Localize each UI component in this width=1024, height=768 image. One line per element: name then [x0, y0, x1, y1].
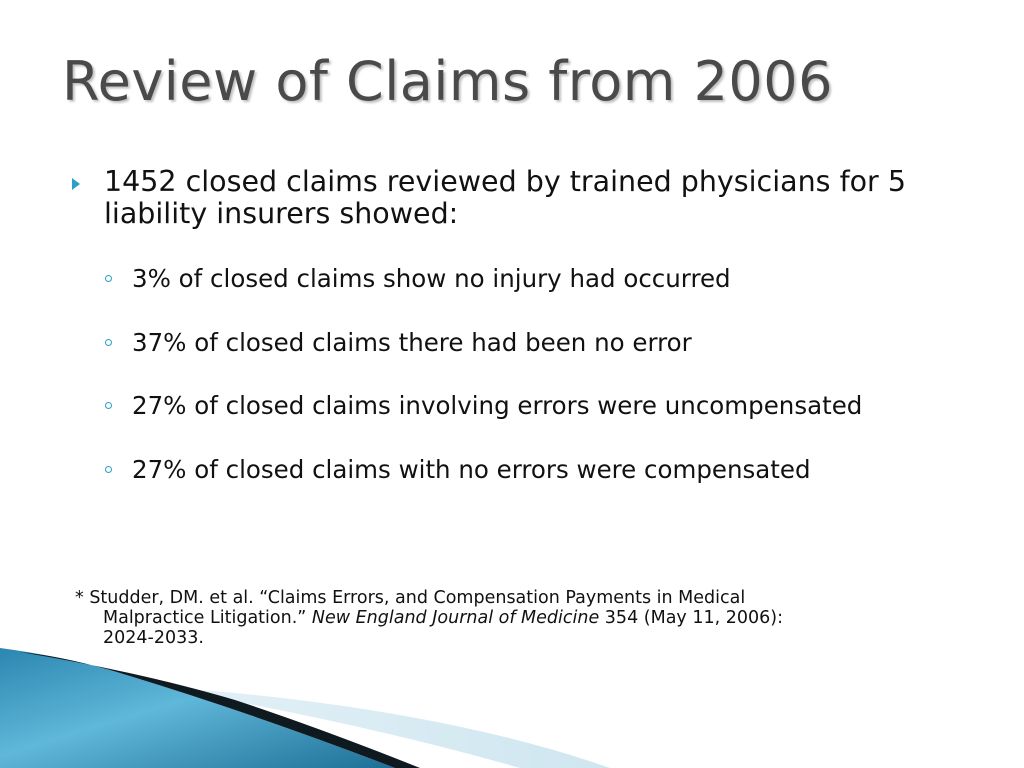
- main-bullet-text: 1452 closed claims reviewed by trained physicians for 5 liability insurers showed:: [104, 165, 906, 230]
- sub-bullet-text: 37% of closed claims there had been no error: [132, 327, 692, 357]
- ring-bullet-icon: [105, 402, 112, 409]
- footnote-line-2-end: 354 (May 11, 2006):: [599, 608, 783, 628]
- main-bullet: [72, 166, 982, 230]
- swoosh-blue-band: [0, 648, 395, 768]
- sub-bullet-item: [104, 262, 984, 326]
- sub-bullet-text: 27% of closed claims with no errors were compensated: [132, 454, 811, 484]
- swoosh-pale-band: [150, 686, 610, 768]
- footnote-line-2: [75, 608, 955, 628]
- slide-title: Review of Claims from 2006: [62, 50, 834, 113]
- journal-name: New England Journal of Medicine: [311, 608, 600, 628]
- ring-bullet-icon: [105, 339, 112, 346]
- footnote-line-3: 2024-2033.: [103, 628, 204, 648]
- sub-bullet-list: [104, 262, 984, 516]
- sub-bullet-text: 3% of closed claims show no injury had occurred: [132, 264, 731, 293]
- ring-bullet-icon: [105, 466, 112, 473]
- triangle-arrow-icon: [72, 178, 80, 190]
- sub-bullet-text: 27% of closed claims involving errors were uncompensated: [132, 391, 863, 420]
- citation-footnote: [75, 588, 955, 648]
- swoosh-dark-line: [20, 652, 420, 768]
- footnote-line-1: * Studder, DM. et al. “Claims Errors, and Compensation Payments in Medical: [75, 588, 746, 608]
- ring-bullet-icon: [105, 275, 112, 282]
- sub-bullet-item: [104, 389, 984, 453]
- sub-bullet-item: [104, 453, 984, 517]
- footnote-line-2-start: Malpractice Litigation.”: [103, 608, 312, 628]
- sub-bullet-item: [104, 326, 984, 390]
